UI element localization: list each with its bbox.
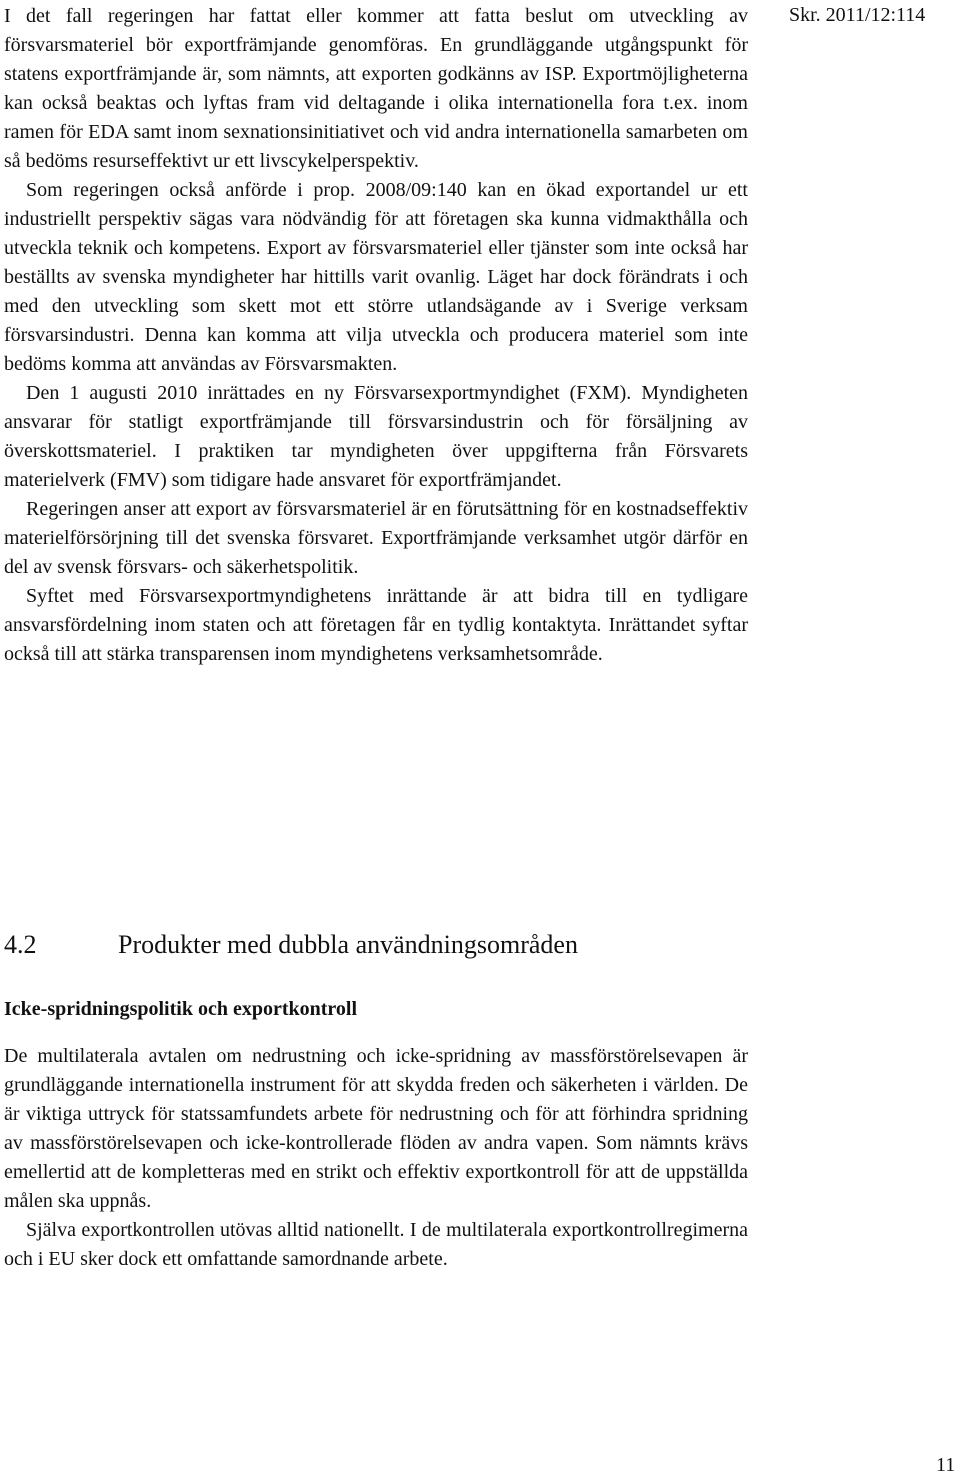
subsection-heading: Icke-spridningspolitik och exportkontroll xyxy=(4,998,358,1020)
paragraph: Den 1 augusti 2010 inrättades en ny Försvarsexportmyndighet (FXM). Myndigheten ansvarar för statligt exportfrämjande till försvarsindustrin och för försäljning av överskottsmateriel. I praktiken tar myndigheten över uppgifterna från Försvarets materielverk (FMV) som tidigare hade ansvaret för exportfrämjandet. xyxy=(4,382,748,491)
section-heading xyxy=(4,928,748,962)
subsection-body xyxy=(4,1042,748,1274)
paragraph: Regeringen anser att export av försvarsmateriel är en förutsättning för en kostnadseffektiv materielförsörjning till det svenska försvaret. Exportfrämjande verksamhet utgör därför en del av svensk försvars- och säkerhetspolitik. xyxy=(4,498,748,578)
paragraph: I det fall regeringen har fattat eller kommer att fatta beslut om utveckling av försvarsmateriel bör exportfrämjande genomföras. En grundläggande utgångspunkt för statens exportfrämjande är, som nämnts, att exporten godkänns av ISP. Exportmöjligheterna kan också beaktas och lyftas fram vid deltagande i olika internationella fora t.ex. inom ramen för EDA samt inom sexnationsinitiativet och vid andra internationella samarbeten om så bedöms resurseffektivt ur ett livscykelperspektiv. xyxy=(4,5,748,172)
paragraph: Själva exportkontrollen utövas alltid nationellt. I de multilaterala exportkontrollregimerna och i EU sker dock ett omfattande samordnande arbete. xyxy=(4,1219,748,1270)
document-reference: Skr. 2011/12:114 xyxy=(789,4,926,26)
paragraph: Syftet med Försvarsexportmyndighetens inrättande är att bidra till en tydligare ansvarsfördelning inom staten och att företagen får en tydlig kontaktyta. Inrättandet syftar också till att stärka transparensen inom myndighetens verksamhetsområde. xyxy=(4,585,748,665)
paragraph: De multilaterala avtalen om nedrustning och icke-spridning av massförstörelsevapen är grundläggande internationella instrument för att skydda freden och säkerheten i världen. De är viktiga uttryck för statssamfundets arbete för nedrustning och för att förhindra spridning av massförstörelsevapen och icke-kontrollerade flöden av andra vapen. Som nämnts krävs emellertid att de kompletteras med en strikt och effektiv exportkontroll för att de uppställda målen ska uppnås. xyxy=(4,1045,748,1212)
section-number: 4.2 xyxy=(4,930,37,959)
page-number: 11 xyxy=(936,1454,956,1476)
paragraph: Som regeringen också anförde i prop. 2008/09:140 kan en ökad exportandel ur ett industriellt perspektiv sägas vara nödvändig för att företagen ska kunna vidmakthålla och utveckla teknik och kompetens. Export av försvarsmateriel eller tjänster som inte också har beställts av svenska myndigheter har hittills varit ovanlig. Läget har dock förändrats i och med den utveckling som skett mot ett större utlandsägande av i Sverige verksam försvarsindustri. Denna kan komma att vilja utveckla och producera materiel som inte bedöms komma att användas av Försvarsmakten. xyxy=(4,179,748,375)
top-section-body xyxy=(4,2,748,669)
section-title: Produkter med dubbla användningsområden xyxy=(118,930,578,959)
